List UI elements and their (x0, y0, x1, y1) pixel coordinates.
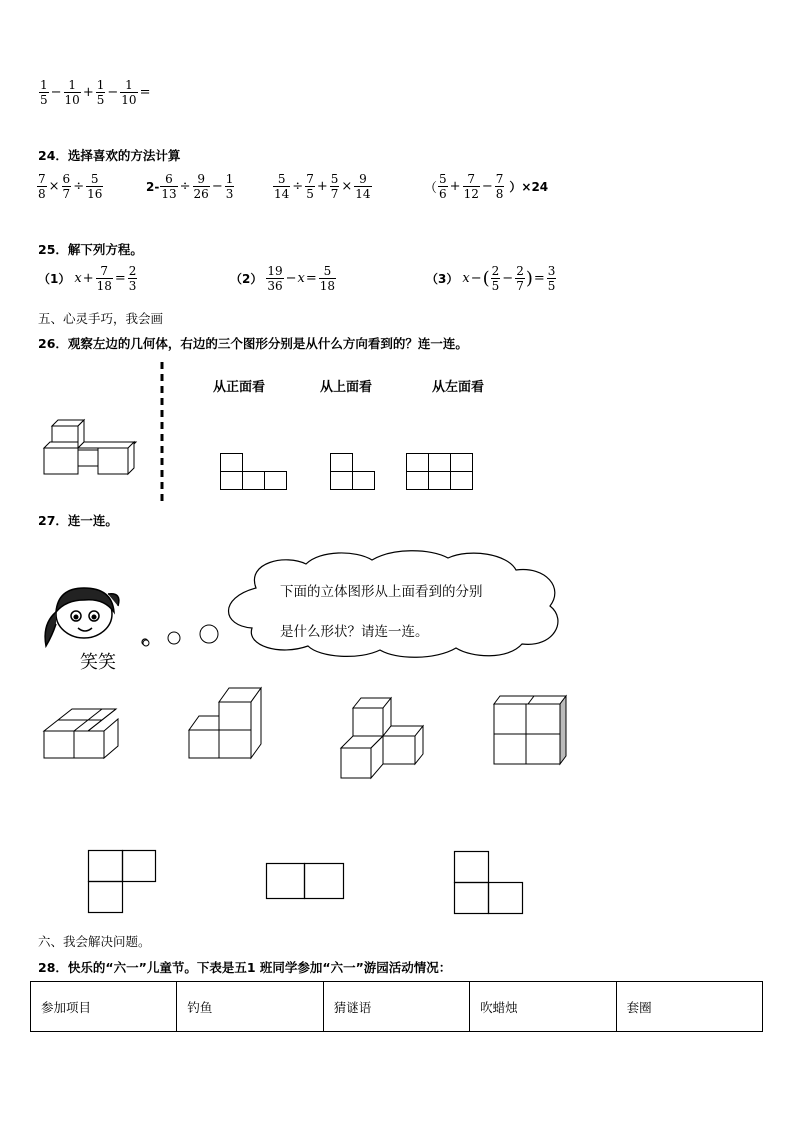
operator: − (50, 85, 62, 100)
operator: − (107, 85, 119, 100)
fraction: $\frac{1}{5}$ (40, 78, 48, 107)
q26-view-shape-3 (406, 453, 478, 493)
top-expression (38, 78, 151, 107)
q26-solid-figure (40, 418, 140, 478)
view-label-top: 从上面看 (320, 380, 373, 395)
activity-table (30, 981, 763, 1032)
operator: + (82, 85, 94, 100)
q27-top-view-3 (454, 851, 526, 917)
question-25-title: 25．解下列方程。 (38, 242, 143, 257)
thought-bubbles (140, 620, 220, 650)
q26-view-shape-2 (330, 453, 380, 493)
table-row (31, 982, 763, 1032)
q27-solid-4 (492, 694, 572, 766)
girl-caption: 笑笑 (80, 652, 116, 673)
q27-solid-2 (189, 686, 269, 760)
q25-equation-3: （3） x − ( $\frac{2}{5}$ − $\frac{2}{7}$ ) = $\frac{3}{5}$ (426, 264, 556, 293)
q27-top-view-2 (266, 863, 348, 901)
q26-view-shape-1 (220, 453, 290, 493)
q24-expression-3: $\frac{5}{14}$ ÷ $\frac{7}{5}$ + $\frac{5}{7}$ × $\frac{9}{14}$ (274, 172, 371, 201)
question-27-title: 27．连一连。 (38, 513, 118, 528)
question-28-title: 28．快乐的“六一”儿童节。下表是五1 班同学参加“六一”游园活动情况： (38, 960, 452, 975)
operator: = (139, 85, 151, 100)
cloud-bubble (216, 548, 568, 660)
q27-solid-3 (339, 696, 429, 780)
fraction: $\frac{1}{5}$ (96, 78, 105, 107)
q25-equation-1: （1） x + $\frac{7}{18}$ = $\frac{2}{3}$ (38, 264, 137, 293)
view-label-front: 从正面看 (213, 380, 266, 395)
table-cell: 钓鱼 (177, 982, 323, 1032)
fraction: $\frac{1}{10}$ (64, 78, 80, 107)
question-26-title: 26．观察左边的几何体，右边的三个图形分别是从什么方向看到的？连一连。 (38, 336, 468, 351)
fraction: $\frac{1}{10}$ (121, 78, 137, 107)
q24-expression-4: （ $\frac{5}{6}$ + $\frac{7}{12}$ − $\frac{7}{8}$ ）×24 (424, 172, 549, 201)
q27-top-view-1 (88, 850, 158, 916)
section-6-title: 六、我会解决问题。 (38, 934, 151, 949)
q24-expression-2: 2- $\frac{6}{13}$ ÷ $\frac{9}{26}$ − $\frac{1}{3}$ (146, 172, 234, 201)
section-5-title: 五、心灵手巧，我会画 (38, 311, 164, 326)
question-24-title: 24．选择喜欢的方法计算 (38, 148, 181, 163)
table-cell: 吹蜡烛 (470, 982, 616, 1032)
view-label-left: 从左面看 (432, 380, 485, 395)
dashed-divider (160, 362, 164, 502)
table-cell: 猜谜语 (323, 982, 469, 1032)
q27-solid-1 (44, 703, 124, 761)
q25-equation-2: （2） $\frac{19}{36}$ − x = $\frac{5}{18}$ (230, 264, 336, 293)
cloud-text-line-1: 下面的立体图形从上面看到的分别 (280, 584, 483, 600)
table-cell: 套圈 (616, 982, 762, 1032)
cloud-text-line-2: 是什么形状？请连一连。 (280, 624, 429, 640)
q24-expression-1: $\frac{7}{8}$ × $\frac{6}{7}$ ÷ $\frac{5}{16}$ (38, 172, 103, 201)
table-cell: 参加项目 (31, 982, 177, 1032)
